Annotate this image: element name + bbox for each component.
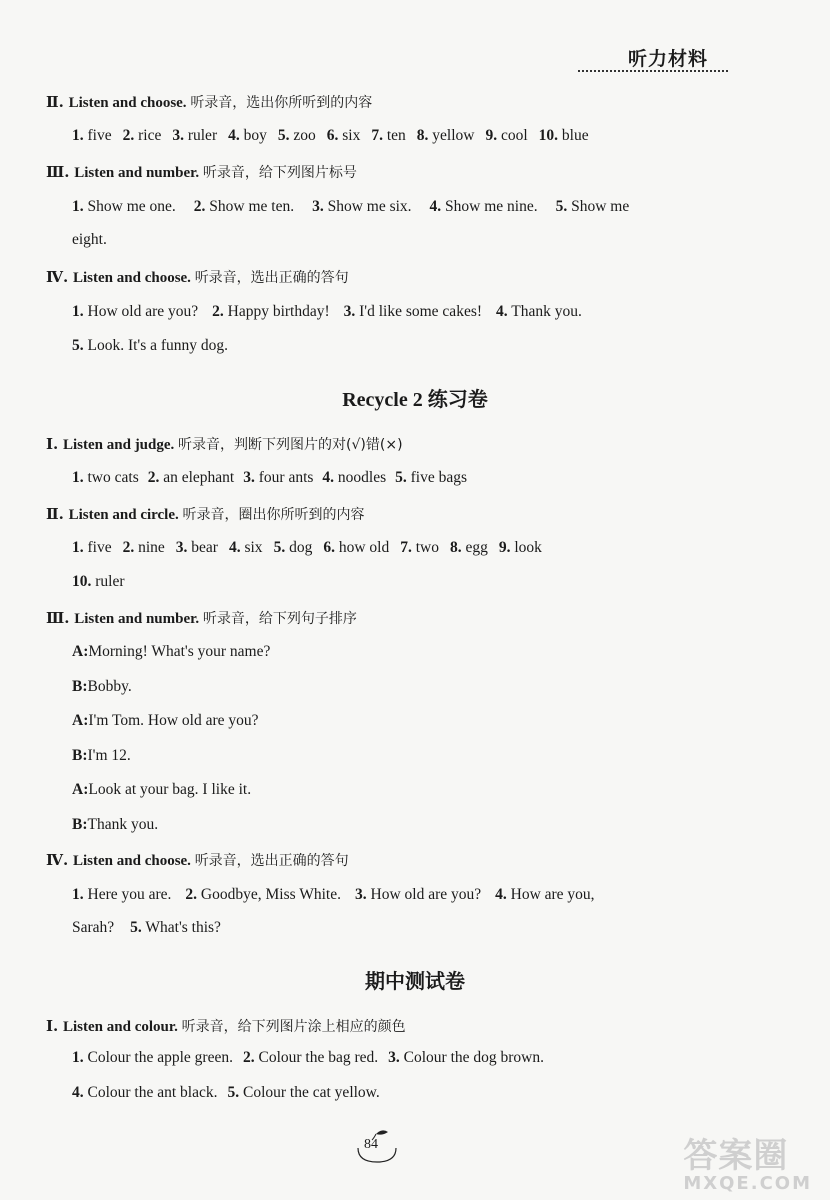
- section-heading: Ⅳ. Listen and choose. 听录音，选出正确的答句: [46, 268, 349, 286]
- answer-item: 2. Colour the bag red.: [242, 1049, 379, 1066]
- answer-item: 3. four ants: [243, 469, 314, 486]
- answer-line: [72, 127, 600, 145]
- answer-item: 3. I'd like some cakes!: [343, 303, 483, 320]
- section-heading: Ⅲ. Listen and number. 听录音，给下列图片标号: [46, 163, 357, 181]
- answer-item: 7. ten: [371, 127, 406, 144]
- answer-line: [72, 1049, 554, 1067]
- answer-item: 9. cool: [485, 127, 528, 144]
- answer-item: 3. ruler: [172, 127, 218, 144]
- answer-item: 4. Colour the ant black.: [72, 1084, 218, 1101]
- section-heading: Ⅱ. Listen and circle. 听录音，圈出你所听到的内容: [46, 505, 365, 523]
- answer-item: Sarah?: [72, 919, 115, 936]
- answer-item: 1. How old are you?: [72, 303, 199, 320]
- answer-item: 1. five: [72, 539, 112, 556]
- answer-item: 1. Colour the apple green.: [72, 1049, 233, 1066]
- answer-item: 4. Show me nine.: [429, 198, 538, 215]
- answer-item: 7. two: [400, 539, 439, 556]
- answer-item: 1. Show me one.: [72, 198, 176, 215]
- answer-item: 5. dog: [273, 539, 313, 556]
- watermark-logo: 答案圈 MXQE.COM: [683, 1136, 812, 1194]
- dialog-line: A:Morning! What's your name?: [72, 643, 271, 660]
- answer-item: 6. six: [326, 127, 361, 144]
- answer-item: 5. five bags: [395, 469, 468, 486]
- answer-item: 10. blue: [538, 127, 589, 144]
- answer-item: 9. look: [498, 539, 542, 556]
- dialog-line: B:I'm 12.: [72, 746, 131, 764]
- answer-item: 4. boy: [228, 127, 267, 144]
- answer-item: 2. Show me ten.: [193, 198, 295, 215]
- answer-item: 1. two cats: [72, 469, 139, 486]
- answer-item: 2. rice: [122, 127, 162, 144]
- answer-line: [72, 919, 237, 937]
- answer-line: eight.: [72, 231, 107, 248]
- answer-item: 2. an elephant: [147, 469, 235, 486]
- answer-item: 8. yellow: [416, 127, 475, 144]
- answer-line: [72, 886, 609, 904]
- answer-item: 4. noodles: [322, 469, 387, 486]
- answer-item: 8. egg: [449, 539, 488, 556]
- dialog-line: B:Bobby.: [72, 677, 132, 695]
- section-heading: Ⅰ. Listen and colour. 听录音，给下列图片涂上相应的颜色: [46, 1017, 406, 1035]
- section-heading: Ⅲ. Listen and number. 听录音，给下列句子排序: [46, 609, 357, 627]
- answer-item: 2. Goodbye, Miss White.: [185, 886, 341, 903]
- answer-line: [72, 198, 647, 216]
- answer-line: [72, 469, 476, 487]
- answer-item: 5. Look. It's a funny dog.: [72, 337, 229, 354]
- answer-item: 1. Here you are.: [72, 886, 172, 903]
- answer-line: [72, 539, 553, 557]
- answer-item: 5. Colour the cat yellow.: [227, 1084, 380, 1101]
- section-title-midterm: 期中测试卷: [365, 969, 465, 993]
- page-number: 84: [364, 1137, 378, 1152]
- answer-item: 3. bear: [175, 539, 218, 556]
- answer-item: 3. Colour the dog brown.: [388, 1049, 545, 1066]
- page-number-badge: [352, 1128, 402, 1164]
- answer-item: 2. Happy birthday!: [212, 303, 330, 320]
- answer-line: [72, 573, 134, 591]
- answer-item: 5. What's this?: [130, 919, 221, 936]
- answer-line: [72, 303, 596, 321]
- section-heading: Ⅰ. Listen and judge. 听录音，判断下列图片的对(√)错(×): [46, 435, 403, 453]
- answer-item: 5. Show me: [555, 198, 630, 215]
- header-dotted-rule: [578, 70, 728, 72]
- answer-item: 3. Show me six.: [312, 198, 412, 215]
- section-title-recycle-2: Recycle 2 练习卷: [342, 387, 488, 411]
- answer-line: [72, 1084, 390, 1102]
- answer-item: 1. five: [72, 127, 112, 144]
- answer-item: 10. ruler: [72, 573, 125, 590]
- answer-item: 2. nine: [122, 539, 165, 556]
- dialog-line: A:Look at your bag. I like it.: [72, 781, 252, 799]
- section-heading: Ⅱ. Listen and choose. 听录音，选出你所听到的内容: [46, 93, 373, 111]
- answer-item: 4. Thank you.: [496, 303, 582, 320]
- answer-item: 4. How are you,: [495, 886, 595, 903]
- dialog-line: B:Thank you.: [72, 816, 159, 833]
- answer-item: 3. How old are you?: [355, 886, 482, 903]
- answer-item: 5. zoo: [277, 127, 316, 144]
- answer-item: 4. six: [228, 539, 263, 556]
- dialog-line: A:I'm Tom. How old are you?: [72, 712, 259, 730]
- answer-item: 6. how old: [323, 539, 390, 556]
- answer-line: [72, 337, 237, 355]
- header-title: 听力材料: [628, 48, 709, 70]
- section-heading: Ⅳ. Listen and choose. 听录音，选出正确的答句: [46, 851, 349, 869]
